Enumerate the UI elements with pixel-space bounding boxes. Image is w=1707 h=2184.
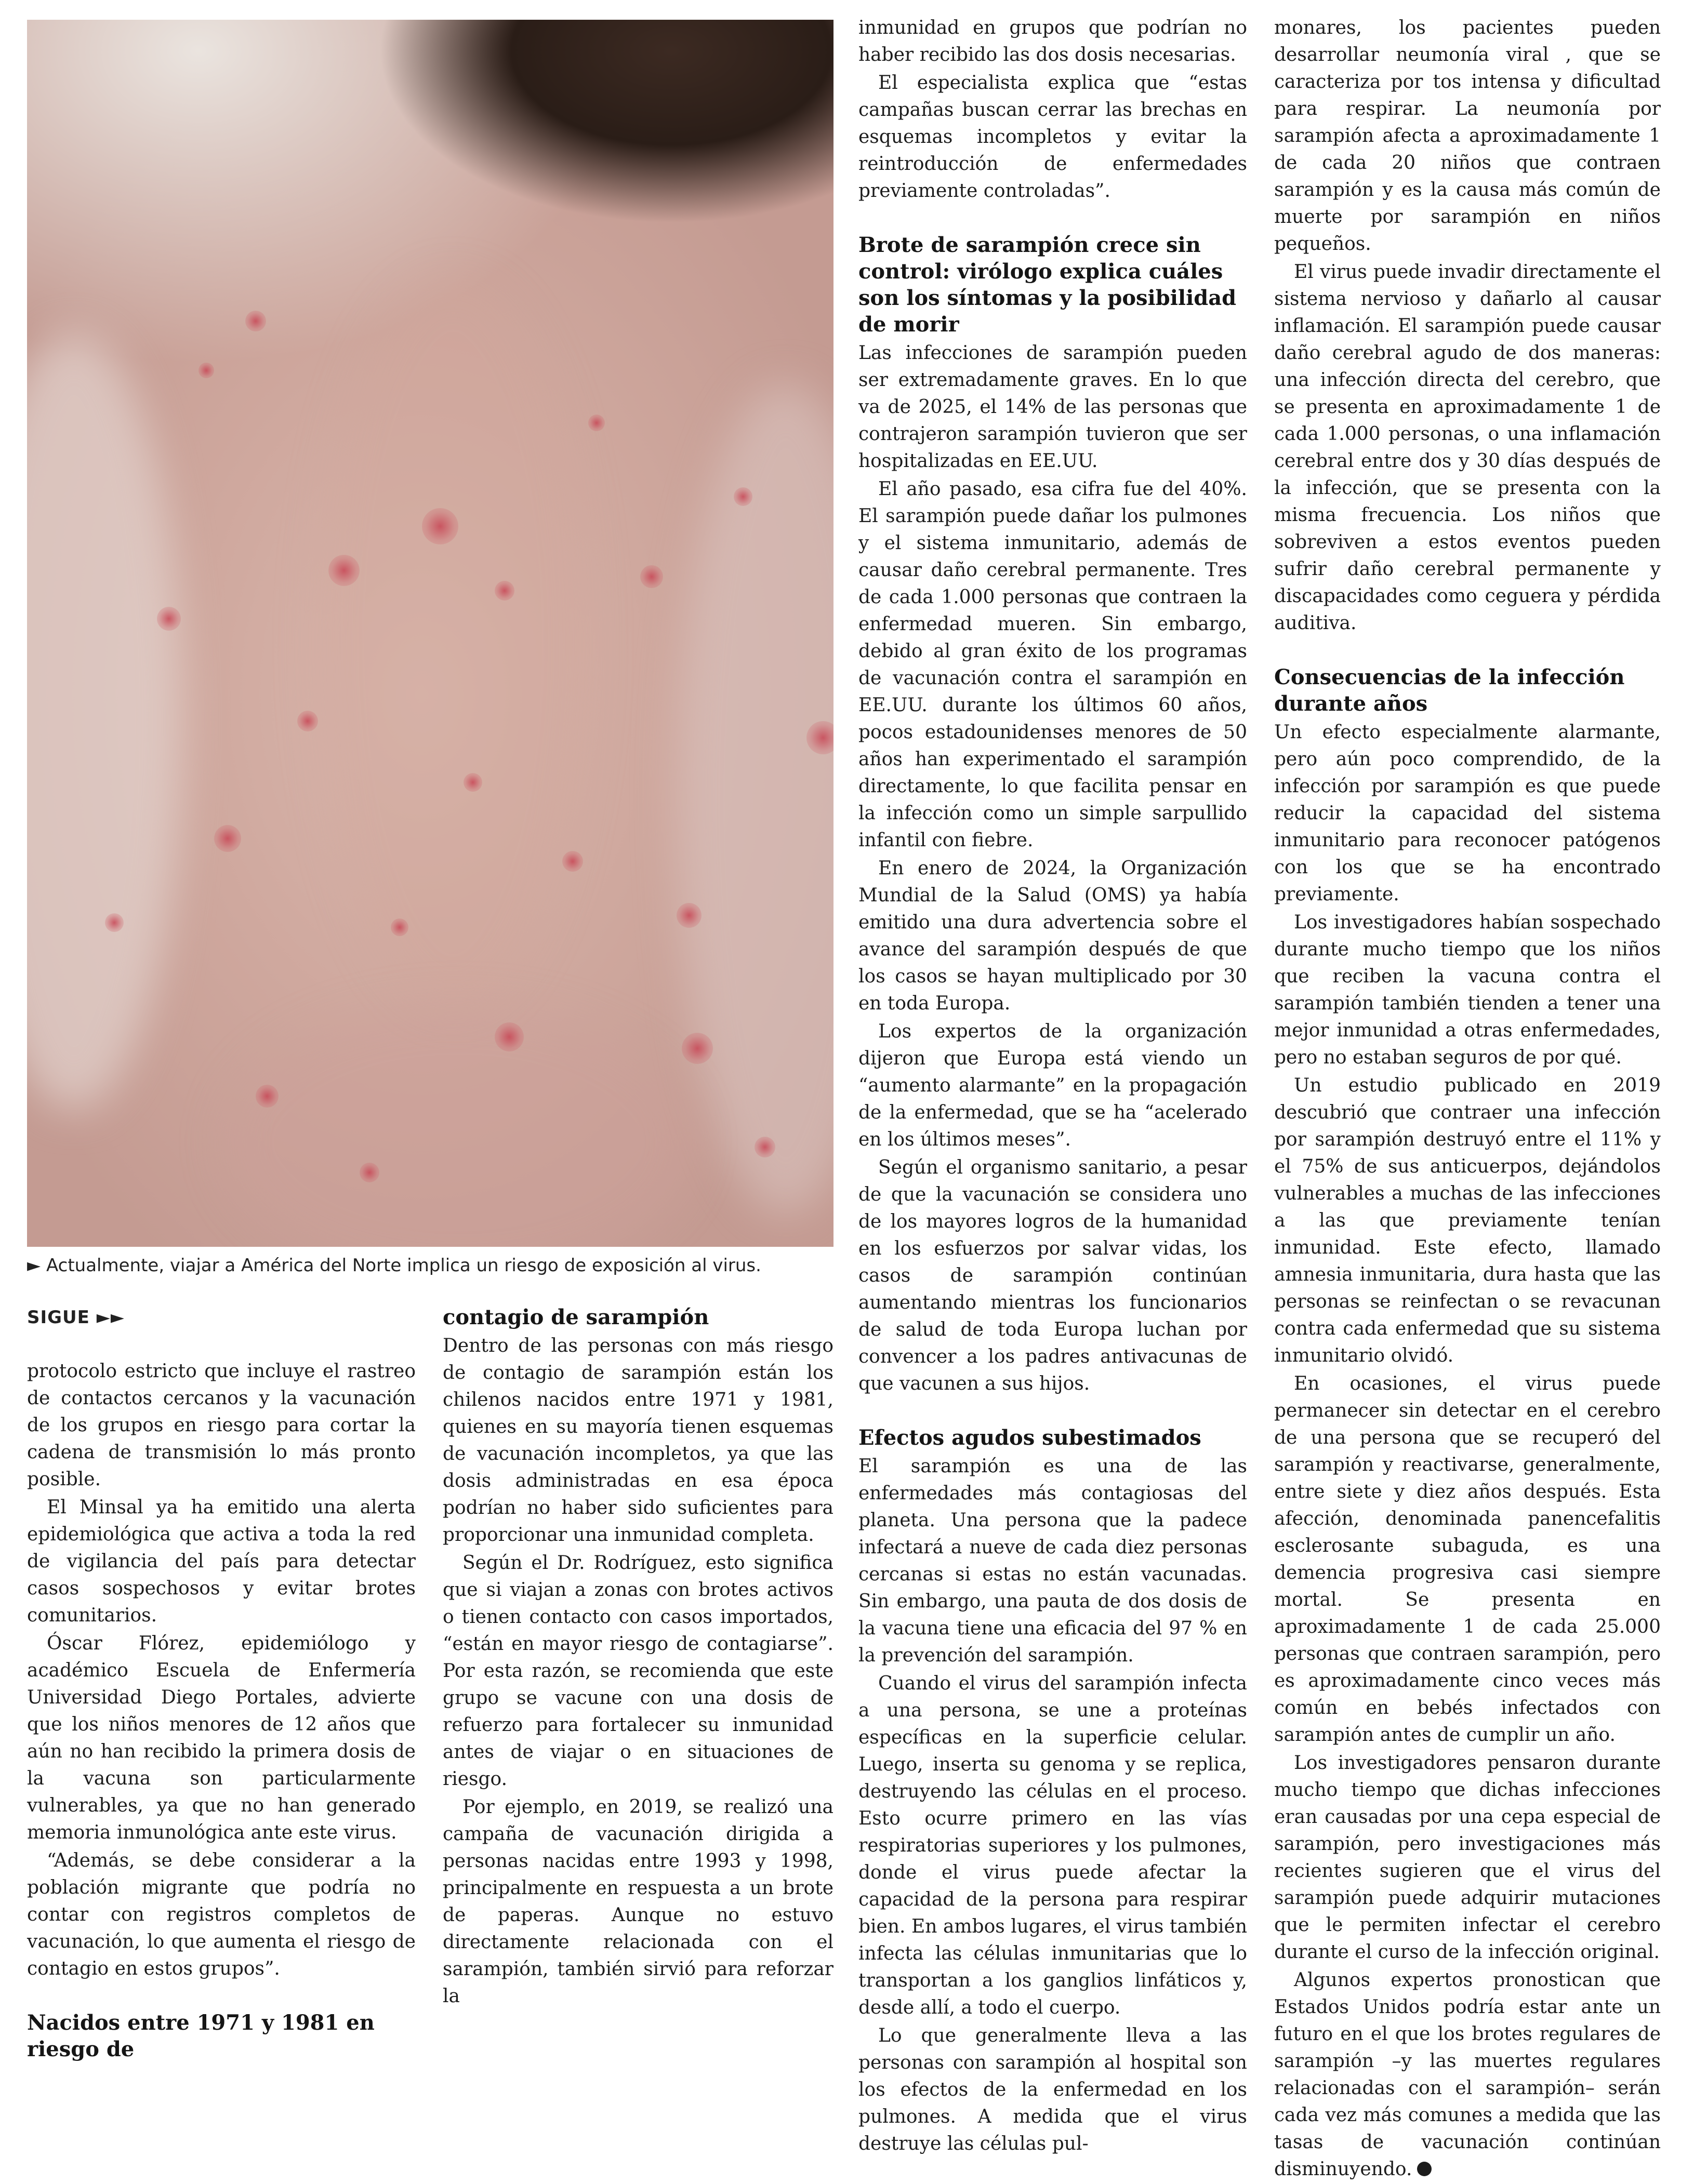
col4-paragraph: Un efecto especialmente alarmante, pero aún poco comprendido, de la infección por sarampión es que puede reducir la capacidad del sistema inmunitario para reconocer patógenos con los que se ha encontrado previamente. bbox=[1274, 722, 1661, 905]
caption-text: Actualmente, viajar a América del Norte implica un riesgo de exposición al virus. bbox=[46, 1255, 761, 1276]
col3-paragraph: Lo que generalmente lleva a las personas con sarampión al hospital son los efectos de la enfermedad en los pulmones. A medida que el virus destruye las células pul- bbox=[858, 2025, 1247, 2154]
col3-paragraph: Las infecciones de sarampión pueden ser extremadamente graves. En lo que va de 2025, el 14% de las personas que contrajeron sarampión tuvieron que ser hospitalizadas en EE.UU. bbox=[858, 342, 1247, 472]
column-3 bbox=[858, 15, 1247, 2159]
col3-paragraph: En enero de 2024, la Organización Mundial de la Salud (OMS) ya había emitido una dura advertencia sobre el avance del sarampión después de que los casos se hayan multiplicado por 30 en toda Europa. bbox=[858, 858, 1247, 1014]
article-photo bbox=[27, 20, 833, 1247]
col4-paragraph: monares, los pacientes pueden desarrollar neumonía viral , que se caracteriza por tos intensa y dificultad para respirar. La neumonía por sarampión afecta a aproximadamente 1 de cada 20 niños que contraen sarampión y es la causa más común de muerte por sarampión en niños pequeños. bbox=[1274, 17, 1661, 255]
col4-paragraph: Un estudio publicado en 2019 descubrió que contraer una infección por sarampión destruyó entre el 11% y el 75% de sus anticuerpos, dejándolos vulnerables a muchas de las infecciones a las que previamente tenían inmunidad. Este efecto, llamado amnesia inmunitaria, dura hasta que las personas se reinfectan o se revacunan contra cada enfermedad que su sistema inmunitario olvidó. bbox=[1274, 1075, 1661, 1366]
col3-paragraph: Cuando el virus del sarampión infecta a una persona, se une a proteínas específicas en la superficie celular. Luego, inserta su genoma y se replica, destruyendo las células en el proceso. Esto ocurre primero en las vías respiratorias superiores y los pulmones, donde el virus puede afectar la capacidad de la persona para respirar bien. En ambos lugares, el virus también infecta las células inmunitarias que lo transportan a los ganglios linfáticos y, desde allí, a todo el cuerpo. bbox=[858, 1673, 1247, 2018]
col4-heading: Consecuencias de la infección durante años bbox=[1274, 665, 1625, 716]
col1-heading: Nacidos entre 1971 y 1981 en riesgo de bbox=[27, 2010, 375, 2061]
col3-paragraph: inmunidad en grupos que podrían no haber recibido las dos dosis necesarias. bbox=[858, 17, 1247, 65]
col2-paragraph: Dentro de las personas con más riesgo de contagio de sarampión están los chilenos nacidos entre 1971 y 1981, quienes en su mayoría tienen esquemas de vacunación incompletos, ya que las dosis administradas en esa época podrían no haber sido suficientes para proporcionar una inmunidad completa. bbox=[443, 1335, 833, 1546]
col3-paragraph: El especialista explica que “estas campañas buscan cerrar las brechas en esquemas incompletos y evitar la reintroducción de enfermedades previamente controladas”. bbox=[858, 72, 1247, 202]
col4-last-paragraph bbox=[1274, 1967, 1661, 2183]
col4-paragraph: Los investigadores habían sospechado durante mucho tiempo que los niños que reciben la vacuna contra el sarampión también tienden a tener una mejor inmunidad a otras enfermedades, pero no estaban seguros de por qué. bbox=[1274, 912, 1661, 1068]
end-of-article-icon bbox=[1417, 2162, 1432, 2176]
col3-paragraph: El sarampión es una de las enfermedades más contagiosas del planeta. Una persona que la padece infectará a nueve de cada diez personas cercanas si estas no están vacunadas. Sin embargo, una pauta de dos dosis de la vacuna tiene una eficacia del 97 % en la prevención del sarampión. bbox=[858, 1456, 1247, 1666]
column-1 bbox=[27, 1358, 416, 2065]
col1-paragraph: “Además, se debe considerar a la población migrante que podría no contar con registros completos de vacunación, lo que aumenta el riesgo de contagio en estos grupos”. bbox=[27, 1850, 416, 1979]
col1-paragraph: Óscar Flórez, epidemiólogo y académico Escuela de Enfermería Universidad Diego Portales, advierte que los niños menores de 12 años que aún no han recibido la primera dosis de la vacuna son particularmente vulnerables, ya que no han generado memoria inmunológica ante este virus. bbox=[27, 1633, 416, 1843]
caption-arrow-icon: ► bbox=[27, 1255, 41, 1276]
column-4 bbox=[1274, 15, 1661, 2184]
photo-caption bbox=[27, 1253, 838, 1278]
col3-heading-1: Brote de sarampión crece sin control: virólogo explica cuáles son los síntomas y la posibilidad de morir bbox=[858, 233, 1237, 337]
column-2 bbox=[443, 1304, 833, 2011]
col4-last-paragraph-text: Algunos expertos pronostican que Estados Unidos podría estar ante un futuro en el que los brotes regulares de sarampión –y las muertes regulares relacionadas con el sarampión– serán cada vez más comunes a medida que las tasas de vacunación continúan disminuyendo. bbox=[1274, 1969, 1661, 2180]
col4-paragraph: En ocasiones, el virus puede permanecer sin detectar en el cerebro de una persona que se recuperó del sarampión y reactivarse, generalmente, entre siete y diez años después. Esta afección, denominada panencefalitis esclerosante subaguda, es una demencia progresiva casi siempre mortal. Se presenta en aproximadamente 1 de cada 25.000 personas que contraen sarampión, pero es aproximadamente cinco veces más común en bebés infectados con sarampión antes de cumplir un año. bbox=[1274, 1373, 1661, 1746]
col1-paragraph: El Minsal ya ha emitido una alerta epidemiológica que activa a toda la red de vigilancia del país para detectar casos sospechosos y evitar brotes comunitarios. bbox=[27, 1497, 416, 1626]
sigue-label: SIGUE ►► bbox=[27, 1307, 125, 1328]
col2-paragraph: Según el Dr. Rodríguez, esto significa que si viajan a zonas con brotes activos o tienen contacto con casos importados, “están en mayor riesgo de contagiarse”. Por esta razón, se recomienda que este grupo se vacune con una dosis de refuerzo para fortalecer su inmunidad antes de viajar o en situaciones de riesgo. bbox=[443, 1552, 833, 1790]
col3-paragraph: El año pasado, esa cifra fue del 40%. El sarampión puede dañar los pulmones y el sistema inmunitario, además de causar daño cerebral permanente. Tres de cada 1.000 personas que contraen la enfermedad mueren. Sin embargo, debido al gran éxito de los programas de vacunación contra el sarampión en EE.UU. durante los últimos 60 años, pocos estadounidenses menores de 50 años han experimentado el sarampión directamente, lo que facilita pensar en la infección como un simple sarpullido infantil con fiebre. bbox=[858, 478, 1247, 851]
col2-heading: contagio de sarampión bbox=[443, 1305, 709, 1329]
col3-paragraph: Los expertos de la organización dijeron que Europa está viendo un “aumento alarmante” en la propagación de la enfermedad, que se ha “acelerado en los últimos meses”. bbox=[858, 1021, 1247, 1150]
col1-paragraph: protocolo estricto que incluye el rastreo de contactos cercanos y la vacunación de los grupos en riesgo para cortar la cadena de transmisión lo más pronto posible. bbox=[27, 1361, 416, 1490]
col4-paragraph: El virus puede invadir directamente el sistema nervioso y dañarlo al causar inflamación. El sarampión puede causar daño cerebral agudo de dos maneras: una infección directa del cerebro, que se presenta en aproximadamente 1 de cada 1.000 personas, o una inflamación cerebral entre dos y 30 días después de la infección, que se presenta con la misma frecuencia. Los niños que sobreviven a estos eventos pueden sufrir daño cerebral permanente y discapacidades como ceguera y pérdida auditiva. bbox=[1274, 261, 1661, 634]
col2-paragraph: Por ejemplo, en 2019, se realizó una campaña de vacunación dirigida a personas nacidas entre 1993 y 1998, principalmente en respuesta a un brote de paperas. Aunque no estuvo directamente relacionada con el sarampión, también sirvió para reforzar la bbox=[443, 1796, 833, 2007]
col3-paragraph: Según el organismo sanitario, a pesar de que la vacunación se considera uno de los mayores logros de la humanidad en los esfuerzos por salvar vidas, los casos de sarampión continúan aumentando mientras los funcionarios de salud de toda Europa luchan por convencer a los padres antivacunas de que vacunen a sus hijos. bbox=[858, 1157, 1247, 1394]
col3-heading-2: Efectos agudos subestimados bbox=[858, 1426, 1201, 1450]
col4-paragraph: Los investigadores pensaron durante mucho tiempo que dichas infecciones eran causadas por una cepa especial de sarampión, pero investigaciones más recientes sugieren que el virus del sarampión puede adquirir mutaciones que le permiten infectar el cerebro durante el curso de la infección original. bbox=[1274, 1752, 1661, 1963]
